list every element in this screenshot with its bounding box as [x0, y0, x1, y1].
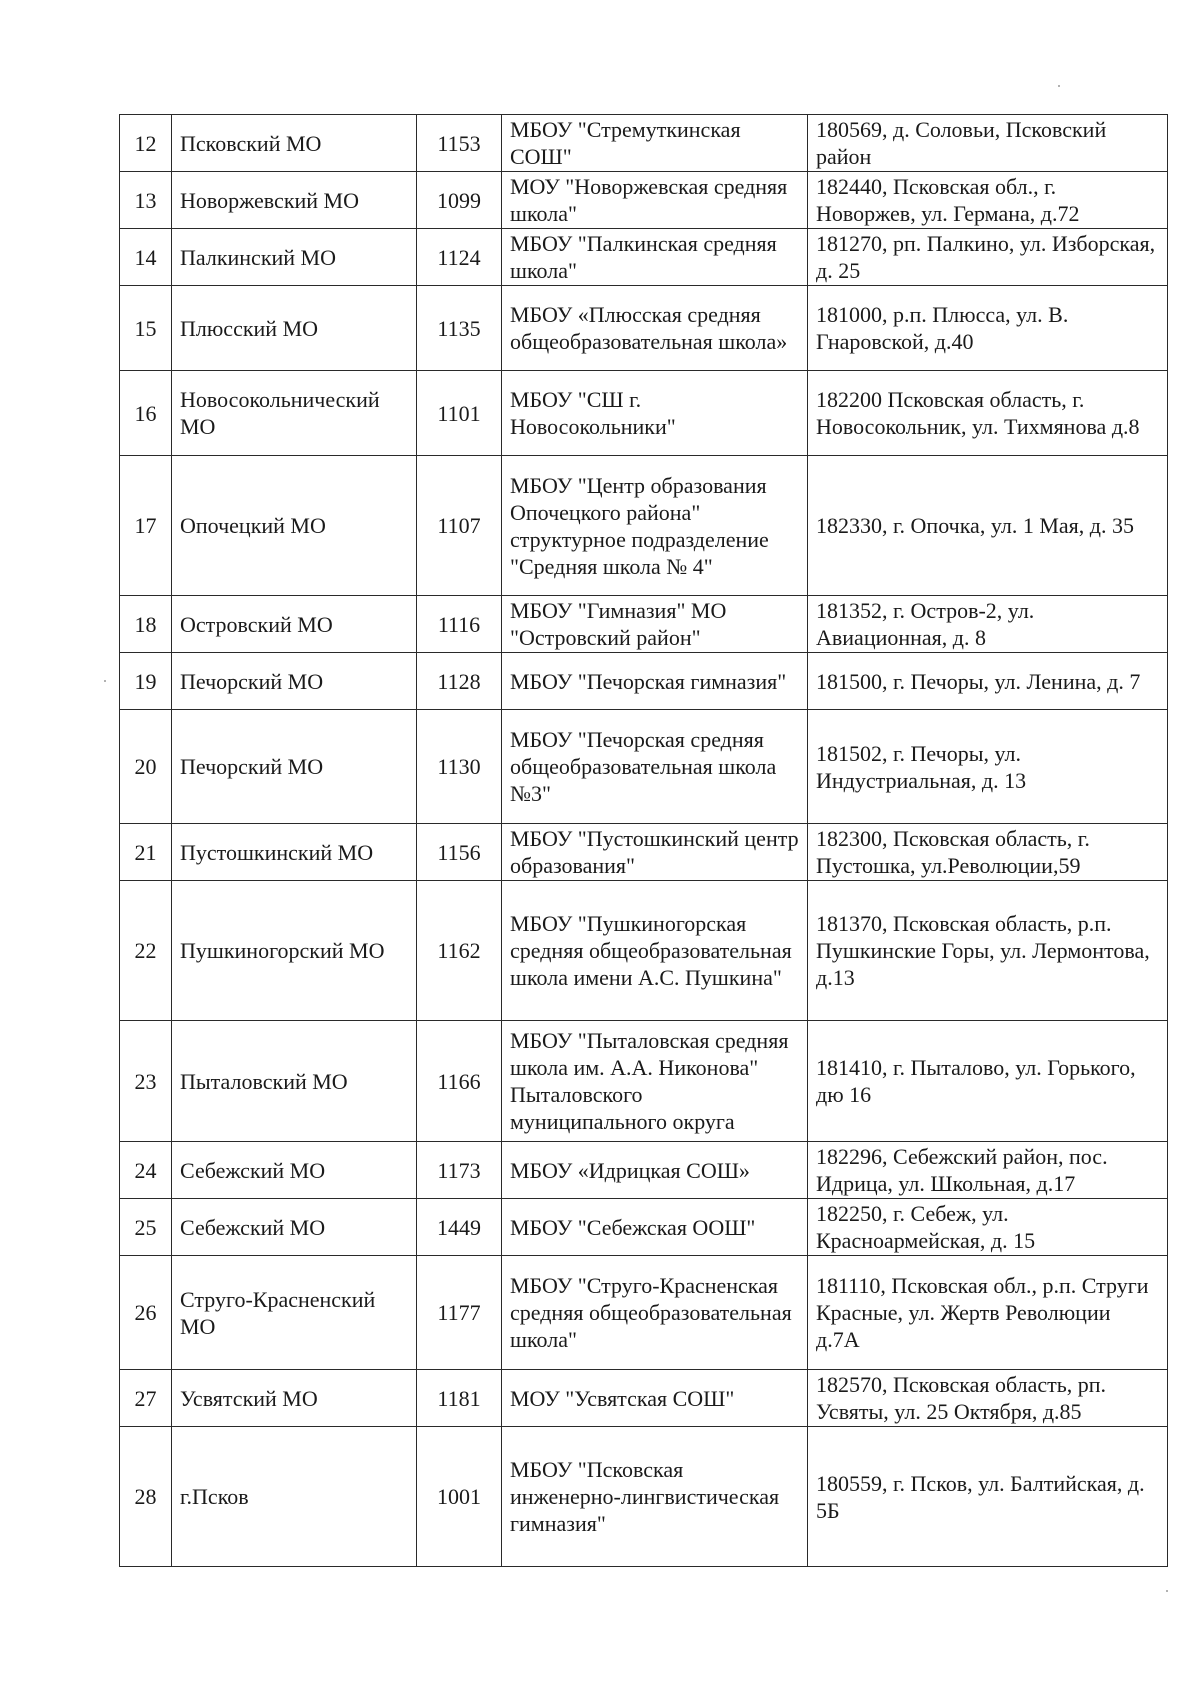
school-code-cell: 1181	[417, 1370, 502, 1427]
address-cell: 181410, г. Пыталово, ул. Горького, дю 16	[808, 1021, 1168, 1142]
district-cell: Плюсский МО	[172, 286, 417, 371]
address-cell: 181110, Псковская обл., р.п. Струги Красные, ул. Жертв Революции д.7А	[808, 1256, 1168, 1370]
address-cell: 181270, рп. Палкино, ул. Изборская, д. 25	[808, 229, 1168, 286]
schools-table-body	[120, 115, 1168, 1567]
school-code-cell: 1001	[417, 1427, 502, 1567]
district-cell: Усвятский МО	[172, 1370, 417, 1427]
school-name-cell: МБОУ "Пыталовская средняя школа им. А.А. Никонова" Пыталовского муниципального округа	[502, 1021, 808, 1142]
school-name-cell: МБОУ "Печорская средняя общеобразовательная школа №3"	[502, 710, 808, 824]
table-row	[120, 710, 1168, 824]
scan-speck	[104, 680, 106, 682]
table-row	[120, 229, 1168, 286]
address-cell: 182330, г. Опочка, ул. 1 Мая, д. 35	[808, 456, 1168, 596]
row-number-cell: 12	[120, 115, 172, 172]
table-row	[120, 1427, 1168, 1567]
address-cell: 182570, Псковская область, рп. Усвяты, ул. 25 Октября, д.85	[808, 1370, 1168, 1427]
school-code-cell: 1166	[417, 1021, 502, 1142]
row-number-cell: 18	[120, 596, 172, 653]
row-number-cell: 25	[120, 1199, 172, 1256]
table-row	[120, 286, 1168, 371]
table-row	[120, 115, 1168, 172]
row-number-cell: 21	[120, 824, 172, 881]
address-cell: 182300, Псковская область, г. Пустошка, ул.Революции,59	[808, 824, 1168, 881]
row-number-cell: 17	[120, 456, 172, 596]
row-number-cell: 16	[120, 371, 172, 456]
table-row	[120, 1021, 1168, 1142]
scan-speck	[1166, 1590, 1168, 1592]
scan-speck	[1058, 85, 1060, 87]
row-number-cell: 13	[120, 172, 172, 229]
district-cell: Струго-Красненский МО	[172, 1256, 417, 1370]
address-cell: 181502, г. Печоры, ул. Индустриальная, д. 13	[808, 710, 1168, 824]
school-code-cell: 1124	[417, 229, 502, 286]
address-cell: 181500, г. Печоры, ул. Ленина, д. 7	[808, 653, 1168, 710]
district-cell: Себежский МО	[172, 1199, 417, 1256]
district-cell: Псковский МО	[172, 115, 417, 172]
school-code-cell: 1116	[417, 596, 502, 653]
row-number-cell: 22	[120, 881, 172, 1021]
district-cell: Печорский МО	[172, 710, 417, 824]
table-row	[120, 1142, 1168, 1199]
district-cell: г.Псков	[172, 1427, 417, 1567]
table-row	[120, 172, 1168, 229]
school-code-cell: 1153	[417, 115, 502, 172]
school-name-cell: МБОУ "Псковская инженерно-лингвистическая гимназия"	[502, 1427, 808, 1567]
school-code-cell: 1156	[417, 824, 502, 881]
school-name-cell: МБОУ «Плюсская средняя общеобразовательная школа»	[502, 286, 808, 371]
row-number-cell: 15	[120, 286, 172, 371]
school-name-cell: МБОУ "Пустошкинский центр образования"	[502, 824, 808, 881]
school-name-cell: МБОУ «Идрицкая СОШ»	[502, 1142, 808, 1199]
district-cell: Печорский МО	[172, 653, 417, 710]
row-number-cell: 27	[120, 1370, 172, 1427]
table-row	[120, 824, 1168, 881]
district-cell: Новосокольнический МО	[172, 371, 417, 456]
school-code-cell: 1162	[417, 881, 502, 1021]
district-cell: Пустошкинский МО	[172, 824, 417, 881]
address-cell: 181352, г. Остров-2, ул. Авиационная, д. 8	[808, 596, 1168, 653]
address-cell: 182250, г. Себеж, ул. Красноармейская, д. 15	[808, 1199, 1168, 1256]
address-cell: 182200 Псковская область, г. Новосокольник, ул. Тихмянова д.8	[808, 371, 1168, 456]
school-code-cell: 1173	[417, 1142, 502, 1199]
school-name-cell: МБОУ "Струго-Красненская средняя общеобразовательная школа"	[502, 1256, 808, 1370]
school-name-cell: МБОУ "Центр образования Опочецкого района" структурное подразделение "Средняя школа № 4"	[502, 456, 808, 596]
school-code-cell: 1130	[417, 710, 502, 824]
row-number-cell: 26	[120, 1256, 172, 1370]
district-cell: Себежский МО	[172, 1142, 417, 1199]
school-code-cell: 1177	[417, 1256, 502, 1370]
table-row	[120, 1199, 1168, 1256]
school-name-cell: МБОУ "Палкинская средняя школа"	[502, 229, 808, 286]
school-name-cell: МБОУ "Стремуткинская СОШ"	[502, 115, 808, 172]
school-name-cell: МБОУ "Себежская ООШ"	[502, 1199, 808, 1256]
address-cell: 181370, Псковская область, р.п. Пушкинские Горы, ул. Лермонтова, д.13	[808, 881, 1168, 1021]
school-name-cell: МБОУ "Гимназия" МО "Островский район"	[502, 596, 808, 653]
district-cell: Новоржевский МО	[172, 172, 417, 229]
school-code-cell: 1135	[417, 286, 502, 371]
table-row	[120, 1370, 1168, 1427]
district-cell: Пыталовский МО	[172, 1021, 417, 1142]
address-cell: 180569, д. Соловьи, Псковский район	[808, 115, 1168, 172]
row-number-cell: 23	[120, 1021, 172, 1142]
table-row	[120, 456, 1168, 596]
school-name-cell: МБОУ "СШ г. Новосокольники"	[502, 371, 808, 456]
address-cell: 182440, Псковская обл., г. Новоржев, ул. Германа, д.72	[808, 172, 1168, 229]
school-code-cell: 1449	[417, 1199, 502, 1256]
row-number-cell: 20	[120, 710, 172, 824]
address-cell: 181000, р.п. Плюсса, ул. В. Гнаровской, д.40	[808, 286, 1168, 371]
row-number-cell: 14	[120, 229, 172, 286]
school-code-cell: 1099	[417, 172, 502, 229]
table-row	[120, 596, 1168, 653]
school-name-cell: МБОУ "Печорская гимназия"	[502, 653, 808, 710]
district-cell: Опочецкий МО	[172, 456, 417, 596]
district-cell: Палкинский МО	[172, 229, 417, 286]
school-code-cell: 1101	[417, 371, 502, 456]
school-name-cell: МБОУ "Пушкиногорская средняя общеобразовательная школа имени А.С. Пушкина"	[502, 881, 808, 1021]
table-row	[120, 881, 1168, 1021]
district-cell: Островский МО	[172, 596, 417, 653]
address-cell: 182296, Себежский район, пос. Идрица, ул. Школьная, д.17	[808, 1142, 1168, 1199]
table-row	[120, 653, 1168, 710]
table-row	[120, 1256, 1168, 1370]
school-code-cell: 1107	[417, 456, 502, 596]
school-name-cell: МОУ "Новоржевская средняя школа"	[502, 172, 808, 229]
row-number-cell: 28	[120, 1427, 172, 1567]
school-code-cell: 1128	[417, 653, 502, 710]
table-row	[120, 371, 1168, 456]
row-number-cell: 19	[120, 653, 172, 710]
district-cell: Пушкиногорский МО	[172, 881, 417, 1021]
address-cell: 180559, г. Псков, ул. Балтийская, д. 5Б	[808, 1427, 1168, 1567]
school-name-cell: МОУ "Усвятская СОШ"	[502, 1370, 808, 1427]
row-number-cell: 24	[120, 1142, 172, 1199]
schools-table	[119, 114, 1168, 1567]
